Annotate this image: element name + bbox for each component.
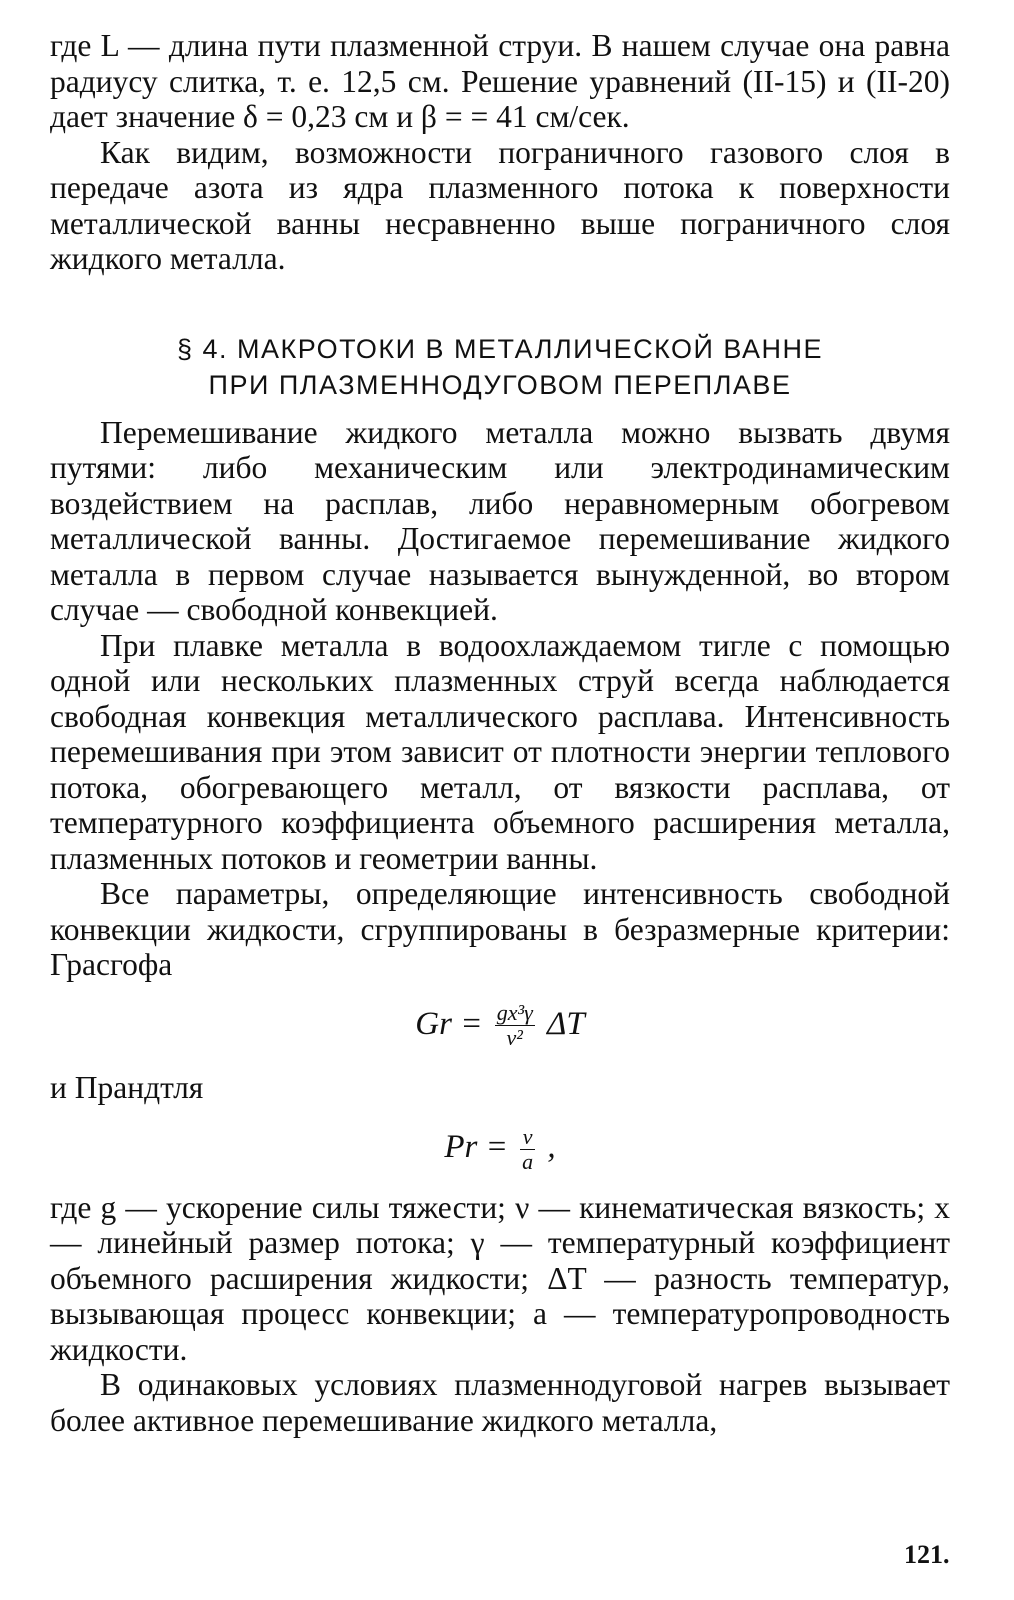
formula-prandtl [50, 1122, 950, 1174]
section-heading-line-1: § 4. МАКРОТОКИ В МЕТАЛЛИЧЕСКОЙ ВАННЕ [176, 333, 824, 364]
formula-grashof-rhs: ΔT [547, 1005, 585, 1042]
formula-grashof-lhs: Gr = [415, 1005, 483, 1042]
paragraph-boundary-layer: Как видим, возможности пограничного газового слоя в передаче азота из ядра плазменного потока к поверхности металлической ванны несравненно выше пограничного слоя жидкого металла. [50, 134, 950, 276]
paragraph-prandtl-intro: и Прандтля [50, 1070, 204, 1106]
paragraph-continuation: где L — длина пути плазменной струи. В нашем случае она равна радиусу слитка, т. е. 12,5 см. Решение уравнений (II-15) и (II-20) дает значение δ = 0,23 см и β = = 41 см/сек. [50, 28, 950, 134]
formula-prandtl-rhs: , [547, 1128, 556, 1165]
page-body [50, 28, 950, 1438]
paragraph-free-convection: При плавке металла в водоохлаждаемом тигле с помощью одной или нескольких плазменных струй всегда наблюдается свободная конвекция металлического расплава. Интенсивность перемешивания при этом зависит от плотности энергии теплового потока, обогревающего металл, от вязкости расплава, от температурного коэффициента объемного расширения металла, плазменных потоков и геометрии ванны. [50, 627, 950, 876]
paragraph-mixing: Перемешивание жидкого металла можно вызвать двумя путями: либо механическим или электродинамическим воздействием на расплав, либо неравномерным обогревом металлической ванны. Достигаемое перемешивание жидкого металла в первом случае называется вынужденной, во втором случае — свободной конвекцией. [50, 414, 950, 627]
formula-grashof-numerator: gx³γ [496, 1000, 533, 1026]
formula-grashof [50, 999, 950, 1051]
formula-prandtl-denominator: a [522, 1148, 534, 1174]
formula-grashof-fraction [495, 1001, 535, 1050]
section-heading-line-2: ПРИ ПЛАЗМЕННОДУГОВОМ ПЕРЕПЛАВЕ [208, 369, 792, 400]
section-heading [50, 331, 950, 403]
formula-prandtl-lhs: Pr = [444, 1128, 508, 1165]
paragraph-definitions: где g — ускорение силы тяжести; ν — кинематическая вязкость; x — линейный размер потока; γ — температурный коэффициент объемного расширения жидкости; ΔT — разность температур, вызывающая процесс конвекции; a — температуропроводность жидкости. [50, 1189, 950, 1367]
formula-prandtl-numerator: ν [520, 1125, 535, 1150]
paragraph-heating: В одинаковых условиях плазменнодуговой нагрев вызывает более активное перемешивание жидкого металла, [50, 1367, 950, 1438]
formula-grashof-denominator: ν² [506, 1025, 523, 1051]
paragraph-criteria: Все параметры, определяющие интенсивность свободной конвекции жидкости, сгруппированы в безразмерные критерии: Грасгофа [50, 876, 950, 982]
formula-prandtl-fraction [520, 1125, 535, 1174]
page-number: 121. [904, 1540, 950, 1569]
